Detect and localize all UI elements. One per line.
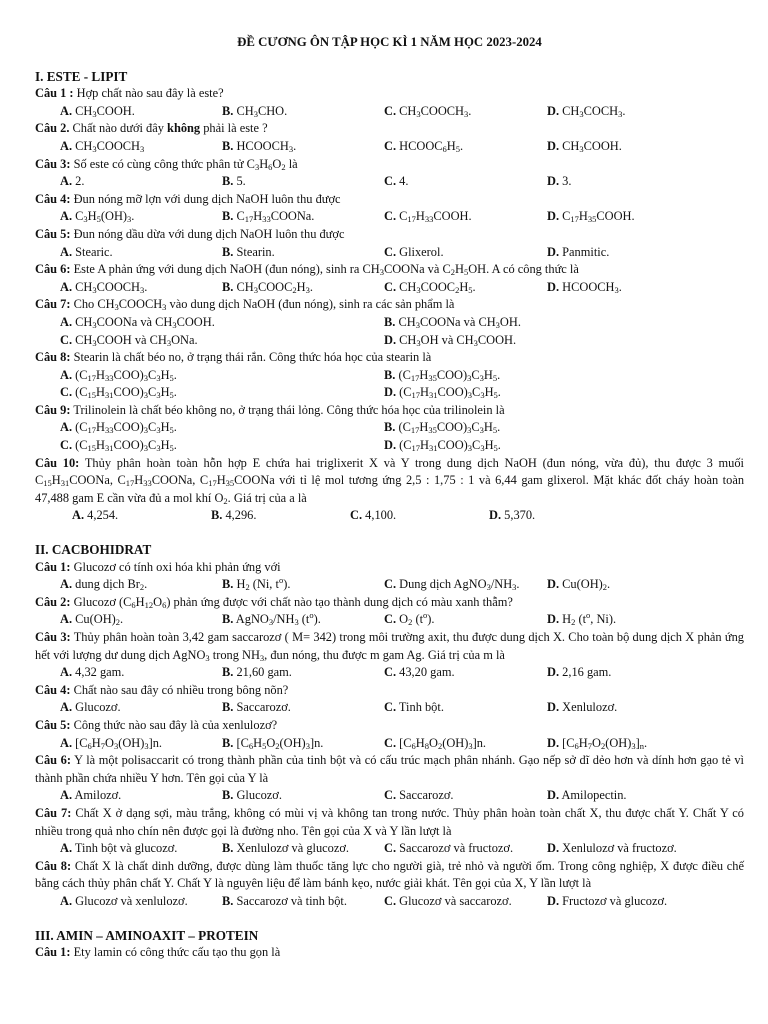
- question-2-8: [35, 858, 744, 893]
- option-b: B. $CH_3COONa$ và $CH_3OH$.: [384, 314, 521, 330]
- question-1-10: [35, 455, 744, 508]
- option-a: A. $CH_3COOCH_3$: [60, 138, 145, 154]
- question-label: Câu 5:: [35, 226, 71, 241]
- option-b: B. Glucozơ.: [222, 788, 282, 803]
- option-a: A. $CH_3COOH$.: [60, 103, 135, 119]
- question-1-1: [35, 85, 744, 103]
- options-row: [35, 664, 744, 682]
- option-a: A. $(C_{17}H_{33}COO)_3C_3H_5$.: [60, 420, 177, 436]
- options-row: [35, 576, 744, 594]
- option-c: C. Saccarozơ và fructozơ.: [384, 841, 514, 856]
- option-d: D. 3.: [547, 174, 572, 189]
- option-a: A. Amilozơ.: [60, 788, 122, 803]
- question-text: Thủy phân hoàn toàn 3,42 gam saccarozơ ( M= 342) trong môi trường axit, thu được dung dịch X. Cho toàn bộ dung dịch X phản ứng hết với lượng dư dung dịch AgNO$_3$ trong $NH_3$, đun nóng, thu được m gam Ag. Giá trị của m là: [35, 630, 744, 663]
- option-c: C. $CH_3COOCH_3$.: [384, 103, 472, 119]
- question-1-2: [35, 120, 744, 138]
- question-text: Đun nóng dầu dừa với dung dịch NaOH luôn thu được: [73, 226, 345, 241]
- option-c: C. $(C_{15}H_{31}COO)_3C_3H_5$.: [60, 438, 177, 454]
- option-c: C. 43,20 gam.: [384, 665, 455, 680]
- option-a: A. $Cu(OH)_2$.: [60, 612, 124, 628]
- option-b: B. 21,60 gam.: [222, 665, 292, 680]
- options-row: [35, 208, 744, 226]
- option-a: A. 2.: [60, 174, 85, 189]
- question-label: Câu 1:: [35, 559, 71, 574]
- question-2-1: [35, 559, 744, 577]
- question-text: Số este có cùng công thức phân tử $C_3H_6O_2$ là: [73, 156, 298, 172]
- option-a: A. $CH_3COONa$ và $CH_3COOH$.: [60, 314, 215, 330]
- question-1-6: [35, 261, 744, 279]
- question-1-5: [35, 226, 744, 244]
- section-gap: [35, 525, 744, 541]
- option-a: A. 4,254.: [72, 508, 119, 523]
- option-c: C. 4,100.: [350, 508, 397, 523]
- question-text: Ety lamin có công thức cấu tạo thu gọn là: [73, 945, 281, 960]
- question-label: Câu 7:: [35, 297, 71, 312]
- option-d: D. $(C_{17}H_{31}COO)_3C_3H_5$.: [384, 385, 501, 401]
- question-label: Câu 8:: [35, 350, 71, 365]
- option-c: C. Tinh bột.: [384, 700, 444, 715]
- options-row: [35, 611, 744, 629]
- option-b: B. $CH_3COOC_2H_3$.: [222, 279, 313, 295]
- question-label: Câu 2.: [35, 121, 70, 136]
- option-d: D. 2,16 gam.: [547, 665, 612, 680]
- option-c: C. Glucozơ và saccarozơ.: [384, 893, 512, 908]
- options-row: [35, 138, 744, 156]
- option-d: D. Fructozơ và glucozơ.: [547, 893, 668, 908]
- option-d: D. $CH_3OH$ và $CH_3COOH$.: [384, 332, 517, 348]
- options-row: [35, 699, 744, 717]
- option-a: A. Stearic.: [60, 244, 113, 259]
- option-b: B. $C_{17}H_{33}COONa$.: [222, 209, 315, 225]
- options-row: [35, 367, 744, 402]
- option-d: D. $(C_{17}H_{31}COO)_3C_3H_5$.: [384, 438, 501, 454]
- option-d: D. $CH_3COOH$.: [547, 138, 622, 154]
- options-row: [35, 893, 744, 911]
- question-text: Chất nào dưới đây: [72, 121, 164, 136]
- options-row: [35, 314, 744, 349]
- option-c: C. Saccarozơ.: [384, 788, 454, 803]
- question-label: Câu 8:: [35, 858, 72, 873]
- question-emphasis: không: [167, 121, 201, 136]
- section-heading-amin: III. AMIN – AMINOAXIT – PROTEIN: [35, 927, 259, 943]
- options-row: [35, 787, 744, 805]
- option-d: D. Xenlulozơ.: [547, 700, 618, 715]
- option-a: A. Glucozơ.: [60, 700, 121, 715]
- question-label: Câu 4:: [35, 682, 71, 697]
- question-text: Đun nóng mỡ lợn với dung dịch NaOH luôn thu được: [73, 191, 341, 206]
- option-b: B. Xenlulozơ và glucozơ.: [222, 841, 350, 856]
- question-label: Câu 6:: [35, 753, 71, 768]
- question-label: Câu 1:: [35, 945, 71, 960]
- option-a: A. $C_3H_5(OH)_3$.: [60, 209, 135, 225]
- question-text: Hợp chất nào sau đây là este?: [76, 86, 224, 101]
- section-heading-cacbohidrat: II. CACBOHIDRAT: [35, 542, 152, 558]
- option-c: C. $O_2$ $(t^o)$.: [384, 610, 435, 628]
- option-b: B. $AgNO_3/NH_3$ $(t^o)$.: [222, 610, 321, 628]
- options-row: [35, 244, 744, 262]
- option-d: D. $CH_3COCH_3$.: [547, 103, 626, 119]
- section-heading-este-lipit: I. ESTE - LIPIT: [35, 68, 128, 84]
- option-b: B. $HCOOCH_3$.: [222, 138, 297, 154]
- option-c: C. Dung dịch $AgNO_3/NH_3$.: [384, 577, 520, 593]
- question-label: Câu 2:: [35, 594, 71, 609]
- option-c: C. $HCOOC_6H_5$.: [384, 138, 464, 154]
- option-b: B. $(C_{17}H_{35}COO)_3C_3H_5$.: [384, 420, 501, 436]
- question-2-5: [35, 717, 744, 735]
- option-d: D. Amilopectin.: [547, 788, 627, 803]
- option-d: D. $HCOOCH_3$.: [547, 279, 622, 295]
- question-text: Cho $CH_3COOCH_3$ vào dung dịch NaOH (đun nóng), sinh ra các sản phẩm là: [73, 297, 455, 313]
- question-text-end: phải là este ?: [203, 121, 268, 136]
- question-2-6: [35, 752, 744, 787]
- question-text: Chất X ở dạng sợi, màu trắng, không có mùi vị và không tan trong nước. Thủy phân hoàn toàn chất X, thu được chất Y. Chất Y có nhiều trong quả nho chín nên được gọi là đường nho. Tên gọi của X và Y lần lượt là: [35, 805, 744, 838]
- question-1-9: [35, 402, 744, 420]
- option-d: D. Xenlulozơ và fructozơ.: [547, 841, 677, 856]
- question-label: Câu 5:: [35, 717, 71, 732]
- question-text: Trilinolein là chất béo không no, ở trạng thái lỏng. Công thức hóa học của trilinolein là: [73, 402, 505, 417]
- options-row: [35, 173, 744, 191]
- question-label: Câu 6:: [35, 262, 71, 277]
- options-row: [35, 840, 744, 858]
- option-c: C. $CH_3COOH$ và $CH_3ONa$.: [60, 332, 198, 348]
- option-c: C. $C_{17}H_{33}COOH$.: [384, 209, 472, 225]
- question-label: Câu 4:: [35, 191, 71, 206]
- question-text: Chất X là chất dinh dưỡng, được dùng làm thuốc tăng lực cho người già, trẻ nhỏ và người ốm. Trong công nghiệp, X được điều chế bằng cách thủy phân chất Y. Chất Y là nguyên liệu để làm bánh kẹo, nước giải khát. Tên gọi của X, Y lần lượt là: [35, 858, 744, 891]
- question-label: Câu 1 :: [35, 86, 74, 101]
- question-label: Câu 7:: [35, 805, 72, 820]
- option-a: A. $CH_3COOCH_3$.: [60, 279, 148, 295]
- option-a: A. 4,32 gam.: [60, 665, 125, 680]
- question-text: Stearin là chất béo no, ở trạng thái rắn. Công thức hóa học của stearin là: [73, 350, 432, 365]
- option-d: D. $C_{17}H_{35}COOH$.: [547, 209, 635, 225]
- option-a: A. Glucozơ và xenlulozơ.: [60, 893, 188, 908]
- option-c: C. $(C_{15}H_{31}COO)_3C_3H_5$.: [60, 385, 177, 401]
- option-d: D. $[C_6H_7O_2(OH)_3]_n$.: [547, 735, 648, 751]
- option-b: B. Saccarozơ.: [222, 700, 291, 715]
- question-1-8: [35, 349, 744, 367]
- option-b: B. $[C_6H_5O_2(OH)_3]n$.: [222, 735, 324, 751]
- option-b: B. $H_2$ (Ni, $t^o$).: [222, 575, 291, 593]
- options-row: [35, 279, 744, 297]
- option-a: A. Tinh bột và glucozơ.: [60, 841, 178, 856]
- option-b: B. Saccarozơ và tinh bột.: [222, 893, 347, 908]
- question-text: Y là một polisaccarit có trong thành phần của tinh bột và có cấu trúc mạch phân nhánh. Gạo nếp sở dĩ dẻo hơn và dính hơn gạo tẻ vì thành phần chứa nhiều Y hơn. Tên gọi của Y là: [35, 753, 744, 785]
- option-c: C. $CH_3COOC_2H_5$.: [384, 279, 476, 295]
- question-1-4: [35, 191, 744, 209]
- option-b: B. $CH_3CHO$.: [222, 103, 288, 119]
- question-3-1: [35, 944, 744, 962]
- options-row: [35, 735, 744, 753]
- option-a: A. $(C_{17}H_{33}COO)_3C_3H_5$.: [60, 367, 177, 383]
- question-text: Thủy phân hoàn toàn hỗn hợp E chứa hai triglixerit X và Y trong dung dịch NaOH (đun nóng, vừa đủ), thu được 3 muối $C_{15}H_{31}COONa$, $C_{17}H_{33}COONa$, $C_{17}H_{35}COONa$ với tỉ lệ mol tương ứng 2,5 : 1,75 : 1 và 6,44 gam glixerol. Mặt khác đốt cháy hoàn toàn 47,488 gam E cần vừa đủ a mol khí $O_2$. Giá trị của a là: [35, 455, 745, 506]
- question-label: Câu 10:: [35, 455, 80, 470]
- options-row: [35, 507, 744, 525]
- option-d: D. 5,370.: [489, 508, 536, 523]
- option-b: B. Stearin.: [222, 244, 275, 259]
- option-d: D. $H_2$ ($t^o$, Ni).: [547, 610, 617, 628]
- document-title: ĐỀ CƯƠNG ÔN TẬP HỌC KÌ 1 NĂM HỌC 2023-2024: [237, 35, 542, 49]
- options-row: [35, 419, 744, 454]
- option-d: D. Panmitic.: [547, 244, 610, 259]
- question-2-7: [35, 805, 744, 840]
- question-text: Chất nào sau đây có nhiều trong bông nõn?: [73, 682, 289, 697]
- question-1-3: [35, 156, 744, 174]
- option-c: C. $[C_6H_8O_2(OH)_3]n$.: [384, 735, 487, 751]
- question-label: Câu 3:: [35, 156, 71, 171]
- question-text: Công thức nào sau đây là của xenlulozơ?: [73, 717, 278, 732]
- option-b: B. 5.: [222, 174, 246, 189]
- question-text: Glucozơ $(C_6H_{12}O_6)$ phản ứng được với chất nào tạo thành dung dịch có màu xanh thẫm?: [73, 594, 513, 610]
- question-2-2: [35, 594, 744, 612]
- option-b: B. $(C_{17}H_{35}COO)_3C_3H_5$.: [384, 367, 501, 383]
- section-gap: [35, 911, 744, 927]
- question-text: Este A phản ứng với dung dịch NaOH (đun nóng), sinh ra $CH_3COONa$ và $C_2H_5OH$. A có công thức là: [73, 262, 579, 278]
- option-c: C. 4.: [384, 174, 409, 189]
- option-c: C. Glixerol.: [384, 244, 444, 259]
- question-1-7: [35, 296, 744, 314]
- option-d: D. $Cu(OH)_2$.: [547, 577, 611, 593]
- question-2-4: [35, 682, 744, 700]
- question-2-3: [35, 629, 744, 664]
- option-a: A. dung dịch $Br_2$.: [60, 577, 148, 593]
- question-text: Glucozơ có tính oxi hóa khi phản ứng với: [73, 559, 281, 574]
- question-label: Câu 9:: [35, 402, 71, 417]
- option-b: B. 4,296.: [211, 508, 257, 523]
- question-label: Câu 3:: [35, 630, 71, 644]
- option-a: A. $[C_6H_7O_3(OH)_3]n$.: [60, 735, 163, 751]
- options-row: [35, 103, 744, 121]
